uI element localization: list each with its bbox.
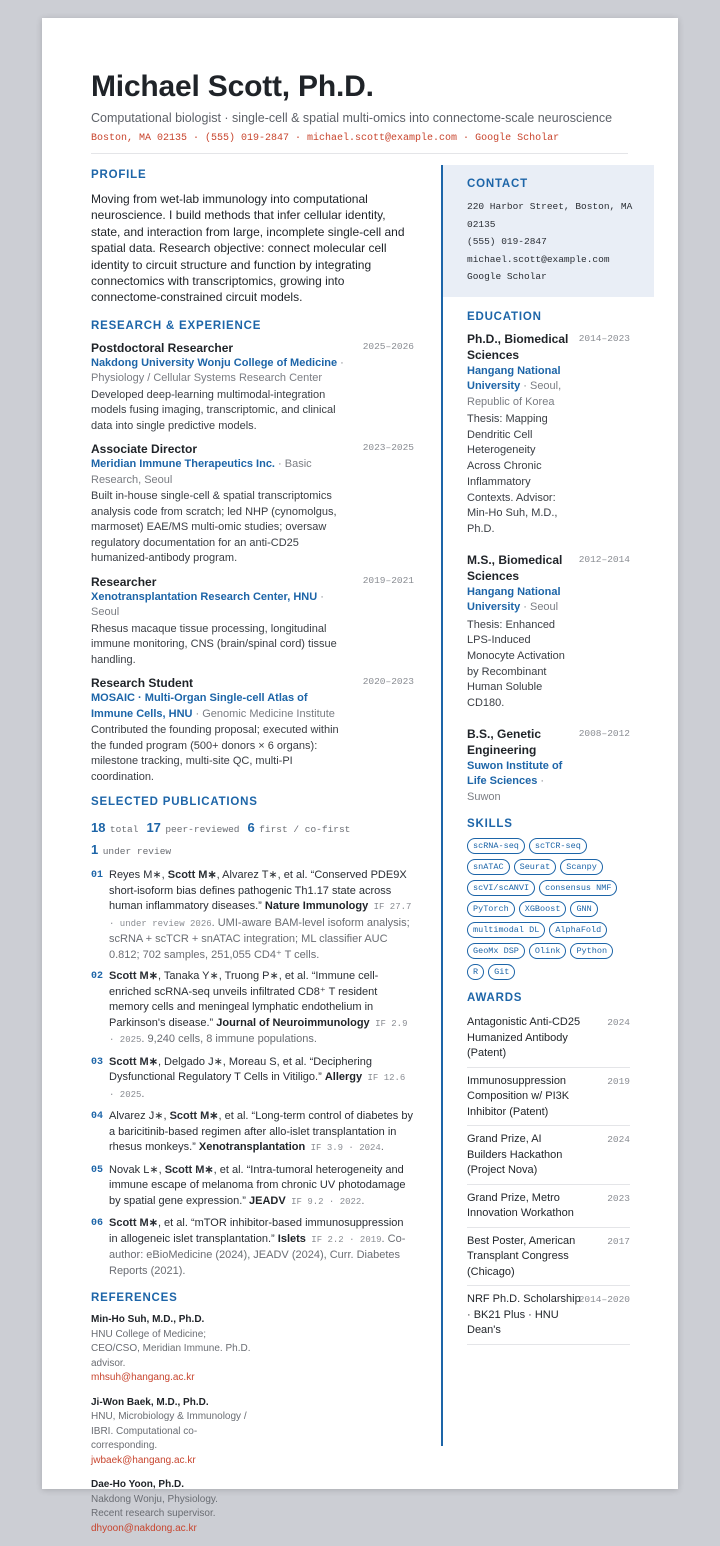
publication-item <box>91 969 414 1049</box>
stat-label: first / co-first <box>259 824 351 836</box>
candidate-name: Michael Scott, Ph.D. <box>91 70 374 103</box>
award-date: 2017 <box>607 1235 630 1247</box>
profile-heading: PROFILE <box>91 169 147 181</box>
job-description: Contributed the founding proposal; executed within the funded program (500+ donors × 6 organs): milestone tracking, multi-site QC, multi-PI coordination. <box>91 724 339 783</box>
publication-number: 04 <box>91 1111 104 1123</box>
contact-item[interactable]: michael.scott@example.com <box>467 253 610 265</box>
award-name: NRF Ph.D. Scholarship · BK21 Plus · HNU Dean's <box>467 1293 581 1337</box>
publication-note: . <box>380 1141 384 1154</box>
institution-location: · Suwon <box>467 775 545 803</box>
publication-self-author: Scott M∗ <box>109 970 158 983</box>
stat-number: 6 <box>247 820 255 836</box>
publication-number: 06 <box>91 1218 104 1230</box>
stat-number: 1 <box>91 842 99 858</box>
experience-item <box>91 676 414 785</box>
reference-email-link[interactable]: jwbaek@hangang.ac.kr <box>91 1454 196 1466</box>
publication-citation: , et al. “Long-term control of diabetes by a baricitinib-based regimen after allo-islet transplantation in rhesus monkeys.” <box>109 1110 413 1154</box>
experience-list <box>91 341 414 786</box>
job-date: 2019–2021 <box>362 574 414 586</box>
reference-item <box>91 1478 257 1536</box>
award-name: Immunosuppression Composition w/ PI3K Inhibitor (Patent) <box>467 1074 570 1118</box>
degree-title: Ph.D., Biomedical Sciences <box>467 331 569 362</box>
institution-name: Hangang National University <box>467 364 561 392</box>
job-description: Developed deep-learning multimodal-integration models fusing imaging, transcriptomic, and clinical data into single predictive models. <box>91 388 336 432</box>
job-title: Postdoctoral Researcher <box>91 340 234 355</box>
publication-authors-pre: Reyes M∗, <box>109 869 168 882</box>
publication-number: 02 <box>91 971 104 983</box>
profile-text: Moving from wet-lab immunology into computational neuroscience. I build methods that infer cellular identity, state, and interaction from large, incomplete single-cell and spatial data. Research objective: connect molecular cell identity to circuit structure and function by integrating connectomics with transcriptomics, growing into connectome-constrained circuit models. <box>91 192 405 305</box>
reference-list <box>91 1313 414 1546</box>
job-date: 2023–2025 <box>362 442 414 454</box>
organization-detail: · Basic Research, Seoul <box>91 458 312 486</box>
education-section <box>443 310 654 806</box>
publication-citation: , et al. “mTOR inhibitor-based immunosuppression in allogeneic islet transplantation.” <box>109 1217 404 1245</box>
stat-label: peer-reviewed <box>165 824 240 836</box>
award-date: 2023 <box>607 1192 630 1204</box>
publication-item <box>91 1163 414 1211</box>
contact-box <box>443 165 654 297</box>
publication-note: . <box>361 1194 365 1207</box>
job-description: Built in-house single-cell & spatial transcriptomics analysis code from scratch; led NHP (cynomolgus, marmoset) EAE/MS multi-omic studies; oversaw regulatory documentation for an anti-CD25 humanized-antibody program. <box>91 490 337 565</box>
stat-label: under review <box>102 846 172 858</box>
award-item <box>467 1009 630 1068</box>
contact-item: 220 Harbor Street, Boston, MA 02135 <box>467 201 633 230</box>
job-description: Rhesus macaque tissue processing, longitudinal immune monitoring, CNS (brain/spinal cord) tissue handling. <box>91 622 337 666</box>
job-organization <box>91 691 346 722</box>
job-title: Associate Director <box>91 442 198 457</box>
skill-chip: Olink <box>529 943 567 959</box>
publication-stat <box>146 818 239 840</box>
publication-journal: Journal of Neuroimmunology <box>216 1016 370 1029</box>
contact-list <box>467 198 638 286</box>
awards-heading: AWARDS <box>467 992 523 1005</box>
publication-number: 01 <box>91 870 104 882</box>
contact-item: (555) 019-2847 <box>467 236 547 247</box>
publication-journal: Allergy <box>324 1071 363 1084</box>
publication-citation: , Tanaka Y∗, Truong P∗, et al. “Immune cell-enriched scRNA-seq unveils infiltrated CD8⁺ T resident memory cells and meningeal lymphatic endothelium in Parkinson's disease.” <box>109 970 379 1029</box>
resume-header <box>91 68 628 146</box>
award-item <box>467 1126 630 1185</box>
publication-impact-year: IF 2.9 · 2025 <box>109 1018 408 1046</box>
publication-journal: Xenotransplantation <box>198 1141 306 1154</box>
skill-chip: scTCR-seq <box>529 838 587 854</box>
publication-self-author: Scott M∗ <box>169 1110 219 1123</box>
references-heading: REFERENCES <box>91 1292 178 1305</box>
reference-description: HNU College of Medicine; CEO/CSO, Meridian Immune. Ph.D. advisor. <box>91 1328 251 1369</box>
education-item <box>467 552 630 712</box>
skill-chip: Python <box>570 943 613 959</box>
degree-date: 2012–2014 <box>578 553 630 565</box>
skill-chip: GeoMx DSP <box>467 943 525 959</box>
publication-item <box>91 1055 414 1104</box>
experience-item <box>91 341 414 435</box>
skills-section <box>443 817 654 985</box>
resume-page <box>42 18 678 1534</box>
education-institution <box>467 759 571 806</box>
contact-heading: CONTACT <box>467 178 528 190</box>
publication-self-author: Scott M∗ <box>109 1055 158 1068</box>
publication-self-author: Scott M∗ <box>109 1217 158 1230</box>
reference-item <box>91 1396 257 1469</box>
experience-heading: RESEARCH & EXPERIENCE <box>91 319 262 332</box>
organization-name: Meridian Immune Therapeutics Inc. <box>91 458 275 471</box>
job-title: Researcher <box>91 574 157 589</box>
awards-section <box>443 991 654 1345</box>
publication-note: . UMI-aware BAM-level isoform analysis; scRNA + scTCR + snATAC integration; ML classifier AUC 0.812; 702 samples, 251,055 CD4⁺ T cells. <box>109 916 410 961</box>
education-heading: EDUCATION <box>467 310 542 323</box>
contact-line: Boston, MA 02135 · (555) 019-2847 · michael.scott@example.com · Google Scholar <box>91 133 560 144</box>
publication-stat <box>247 818 350 840</box>
sidebar <box>443 165 654 1345</box>
publication-citation: , Delgado J∗, Moreau S, et al. “Deciphering Dysfunctional Regulatory T Cells in Vitiligo.” <box>109 1055 372 1084</box>
publication-authors-pre: Novak L∗, <box>109 1163 165 1176</box>
experience-item <box>91 575 414 669</box>
organization-detail: · Genomic Medicine Institute <box>192 707 335 720</box>
publication-impact-year: IF 2.2 · 2019 <box>305 1234 382 1245</box>
tagline: Computational biologist · single-cell & spatial multi-omics into connectome-scale neuroscience <box>91 111 613 125</box>
publication-impact-year: IF 9.2 · 2022 <box>285 1196 362 1207</box>
award-item <box>467 1068 630 1127</box>
publication-citation: , et al. “Intra-tumoral heterogeneity and immune escape of melanoma from chronic UV photodamage by spatial gene expression.” <box>109 1163 406 1207</box>
skill-chip: GNN <box>570 901 597 917</box>
publication-impact-year: IF 3.9 · 2024 <box>305 1143 381 1154</box>
organization-name: MOSAIC · Multi-Organ Single-cell Atlas of Immune Cells, HNU <box>91 692 308 720</box>
skill-chip: AlphaFold <box>549 922 607 938</box>
publication-journal: Islets <box>277 1232 306 1245</box>
job-date: 2020–2023 <box>362 676 414 688</box>
award-item <box>467 1286 630 1345</box>
thesis-text: Thesis: Enhanced LPS-Induced Monocyte Activation by Recombinant Human Soluble CD180. <box>467 618 565 710</box>
publication-stats <box>91 818 414 862</box>
publication-note: . Co-author: eBioMedicine (2024), JEADV (2024), Curr. Diabetes Reports (2021). <box>109 1232 406 1277</box>
award-name: Grand Prize, Metro Innovation Workathon <box>467 1191 574 1220</box>
skill-chip: scVI/scANVI <box>467 880 535 896</box>
institution-name: Suwon Institute of Life Sciences <box>467 759 563 788</box>
job-organization <box>91 457 346 488</box>
job-date: 2025–2026 <box>362 340 414 352</box>
job-title: Research Student <box>91 676 194 691</box>
stat-label: total <box>109 824 139 836</box>
publication-note: . 9,240 cells, 8 immune populations. <box>141 1033 317 1046</box>
skill-chip: Scanpy <box>560 859 603 875</box>
publication-journal: Nature Immunology <box>264 900 369 913</box>
skill-chip: XGBoost <box>519 901 567 917</box>
publication-stat <box>91 840 171 862</box>
awards-list <box>467 1009 630 1345</box>
skill-chip: Git <box>488 964 515 980</box>
stat-number: 18 <box>91 820 106 836</box>
institution-name: Hangang National University <box>467 585 561 614</box>
education-institution <box>467 364 571 411</box>
skill-chip: consensus NMF <box>539 880 617 896</box>
publication-item <box>91 1109 414 1157</box>
institution-location: · Seoul <box>520 601 559 614</box>
skill-chip: scRNA-seq <box>467 838 525 854</box>
award-date: 2024 <box>607 1134 630 1146</box>
publication-number: 03 <box>91 1056 104 1068</box>
award-name: Grand Prize, AI Builders Hackathon (Project Nova) <box>467 1133 563 1177</box>
skill-chip: Seurat <box>514 859 557 875</box>
education-item <box>467 726 630 806</box>
skills-heading: SKILLS <box>467 818 513 831</box>
education-institution <box>467 585 571 616</box>
degree-title: B.S., Genetic Engineering <box>467 726 542 758</box>
reference-item <box>91 1313 257 1386</box>
publication-citation: , Alvarez T∗, et al. “Conserved PDE9X short-isoform bias defines pathogenic Th1.17 state across human inflammatory diseases.” <box>109 869 407 913</box>
publication-stat <box>91 818 138 840</box>
publications-heading: SELECTED PUBLICATIONS <box>91 796 258 809</box>
reference-name: Dae-Ho Yoon, Ph.D. <box>91 1479 184 1491</box>
education-list <box>467 331 630 806</box>
award-date: 2014–2020 <box>578 1294 630 1306</box>
publication-number: 05 <box>91 1164 104 1176</box>
degree-date: 2008–2012 <box>578 727 630 739</box>
experience-item <box>91 442 414 567</box>
job-organization <box>91 590 346 621</box>
reference-email-link[interactable]: mhsuh@hangang.ac.kr <box>91 1372 195 1384</box>
reference-description: HNU, Microbiology & Immunology / IBRI. Computational co-corresponding. <box>91 1411 247 1452</box>
reference-email-link[interactable]: dhyoon@nakdong.ac.kr <box>91 1522 197 1534</box>
skill-chip: PyTorch <box>467 901 515 917</box>
award-item <box>467 1185 630 1228</box>
job-organization <box>91 356 346 387</box>
award-date: 2024 <box>607 1017 630 1029</box>
organization-name: Xenotransplantation Research Center, HNU <box>91 590 318 603</box>
award-name: Best Poster, American Transplant Congress (Chicago) <box>467 1234 576 1278</box>
degree-date: 2014–2023 <box>578 332 630 344</box>
publication-journal: JEADV <box>249 1194 286 1207</box>
organization-name: Nakdong University Wonju College of Medicine <box>91 356 338 369</box>
skill-chip: snATAC <box>467 859 510 875</box>
publication-authors-pre: Alvarez J∗, <box>109 1110 170 1123</box>
publication-note: . <box>141 1087 145 1100</box>
skill-chip: R <box>467 964 484 980</box>
education-item <box>467 331 630 538</box>
reference-name: Min-Ho Suh, M.D., Ph.D. <box>91 1314 205 1326</box>
header-divider <box>91 153 628 154</box>
skill-chip: multimodal DL <box>467 922 545 938</box>
publication-self-author: Scott M∗ <box>164 1163 214 1176</box>
award-name: Antagonistic Anti-CD25 Humanized Antibody (Patent) <box>467 1016 581 1060</box>
reference-description: Nakdong Wonju, Physiology. Recent research supervisor. <box>91 1493 218 1520</box>
publication-item <box>91 868 414 963</box>
institution-location: · Seoul, Republic of Korea <box>467 380 562 408</box>
contact-item[interactable]: Google Scholar <box>467 271 547 282</box>
publication-item <box>91 1216 414 1279</box>
award-date: 2019 <box>607 1075 630 1087</box>
skills-list <box>467 838 630 985</box>
stat-number: 17 <box>146 820 161 836</box>
main-column <box>91 168 414 1546</box>
publication-list <box>91 868 414 1279</box>
publication-self-author: Scott M∗ <box>167 869 217 882</box>
publication-impact-year: IF 12.6 · 2025 <box>109 1073 406 1100</box>
reference-name: Ji-Won Baek, M.D., Ph.D. <box>91 1396 209 1408</box>
publication-impact-year: IF 27.7 · under review 2026 <box>109 902 412 929</box>
thesis-text: Thesis: Mapping Dendritic Cell Heterogeneity Across Chronic Inflammatory Contexts. Advisor: Min-Ho Suh, M.D., Ph.D. <box>467 413 558 535</box>
degree-title: M.S., Biomedical Sciences <box>467 552 563 584</box>
organization-detail: · Physiology / Cellular Systems Research Center <box>91 356 344 385</box>
award-item <box>467 1228 630 1287</box>
organization-detail: · Seoul <box>91 590 324 619</box>
